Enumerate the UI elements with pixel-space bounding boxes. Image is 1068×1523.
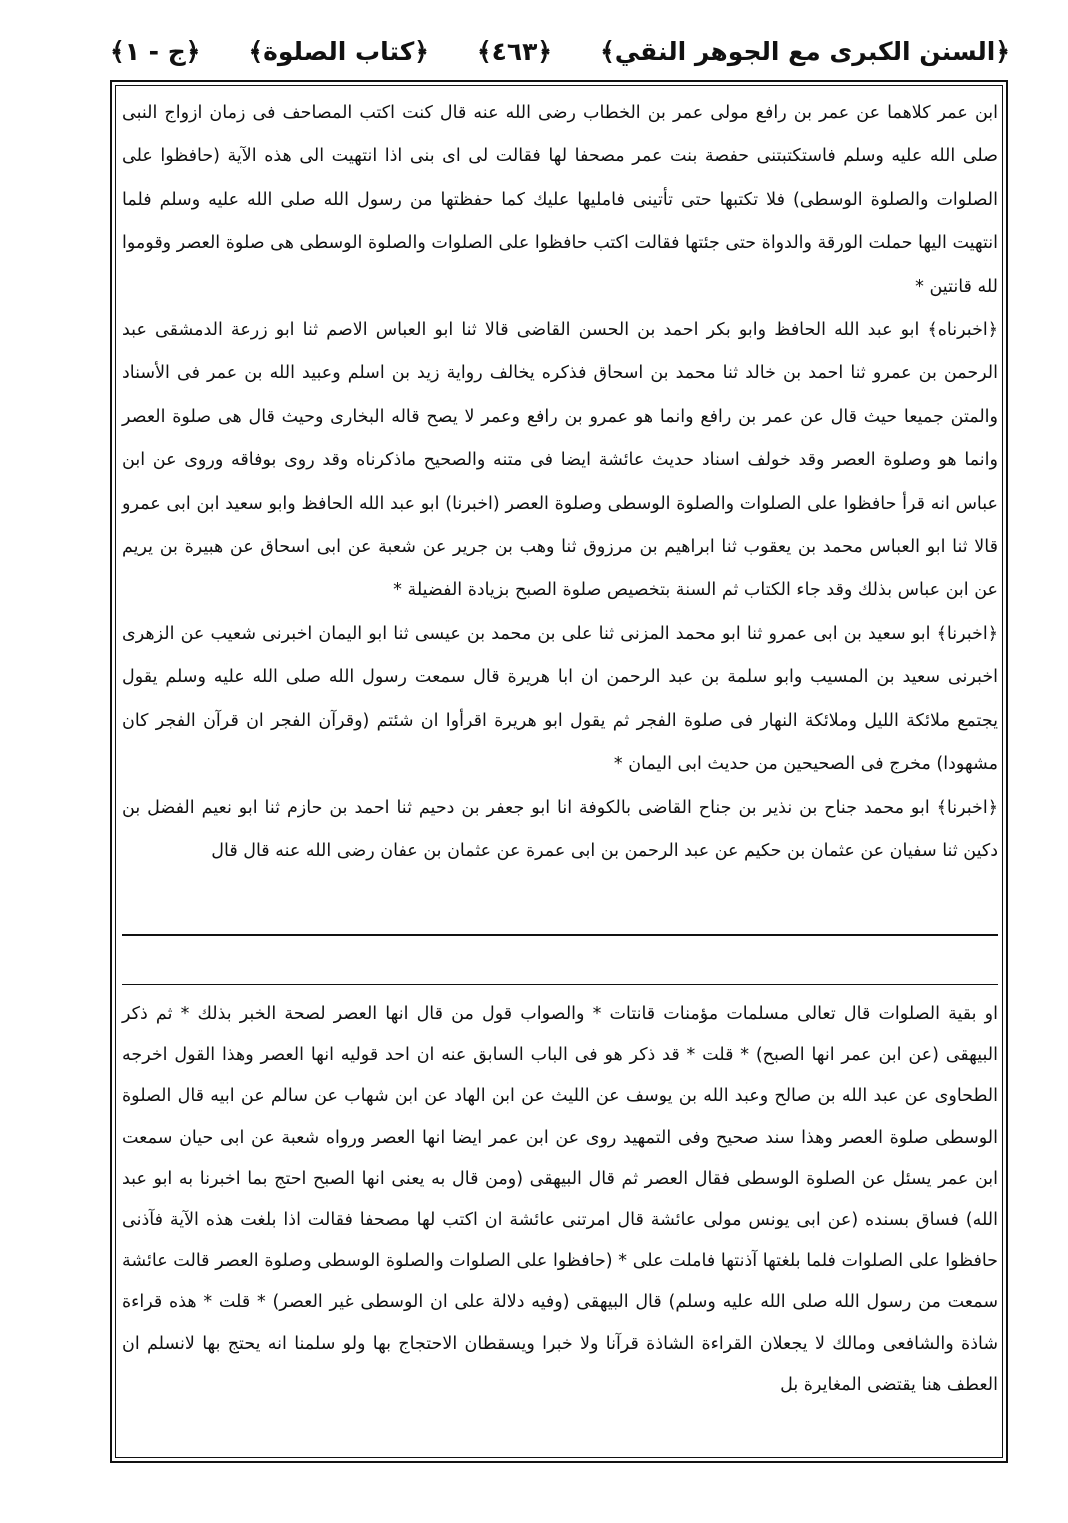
footnote-text [122, 994, 998, 1406]
footnote-divider [122, 984, 998, 985]
main-text [122, 92, 998, 873]
chapter-title: ﴿كتاب الصلوة﴾ [248, 36, 429, 66]
main-paragraph-2: ﴿اخبرناه﴾ ابو عبد الله الحافظ وابو بكر احمد بن الحسن القاضى قالا ثنا ابو العباس الاصم ثنا ابو زرعة الدمشقى عبد الرحمن بن عمرو ثنا احمد بن خالد ثنا محمد بن اسحاق فذكره يخالف رواية زيد بن اسلم وعبيد الله بن عمر فى الأسناد والمتن جميعا حيث قال عن عمر بن رافع وانما هو عمرو بن رافع وعمر لا يصح قاله البخارى وحيث قال هى صلوة العصر وانما هو وصلوة العصر وقد خولف اسناد حديث عائشة ايضا فى متنه والصحيح ماذكرناه وقد روى بوفاقه وروى عن ابن عباس انه قرأ حافظوا على الصلوات والصلوة الوسطى وصلوة العصر (اخبرنا) ابو عبد الله الحافظ وابو سعيد ابن ابى عمرو قالا ثنا ابو العباس محمد بن يعقوب ثنا ابراهيم بن مرزوق ثنا وهب بن جرير عن شعبة عن ابى اسحاق عن هبيرة بن يريم عن ابن عباس بذلك وقد جاء الكتاب ثم السنة بتخصيص صلوة الصبح بزيادة الفضيلة * [122, 320, 998, 601]
book-title: ﴿السنن الكبرى مع الجوهر النقي﴾ [600, 36, 1010, 66]
page-number: ﴿٤٦٣﴾ [476, 36, 553, 66]
main-paragraph-4: ﴿اخبرنا﴾ ابو محمد جناح بن نذير بن جناح القاضى بالكوفة انا ابو جعفر بن دحيم ثنا احمد بن حازم ثنا ابو نعيم الفضل بن دكين ثنا سفيان عن عثمان بن حكيم عن عبد الرحمن بن ابى عمرة عن عثمان بن عفان رضى الله عنه قال قال [122, 797, 998, 861]
main-paragraph-1: ابن عمر كلاهما عن عمر بن رافع مولى عمر بن الخطاب رضى الله عنه قال كنت اكتب المصاحف فى زمان ازواج النبى صلى الله عليه وسلم فاستكتبتنى حفصة بنت عمر مصحفا لها فقالت لى اى بنى اذا انتهيت الى هذه الآية (حافظوا على الصلوات والصلوة الوسطى) فلا تكتبها حتى تأتينى فامليها عليك كما حفظتها من رسول الله صلى الله عليه وسلم فلما انتهيت اليها حملت الورقة والدواة حتى جئتها فقالت اكتب حافظوا على الصلوات والصلوة الوسطى هى صلوة العصر وقوموا لله قانتين * [122, 103, 998, 297]
volume-label: ﴿ج - ١﴾ [110, 36, 201, 66]
divider-line [122, 934, 998, 936]
main-paragraph-3: ﴿اخبرنا﴾ ابو سعيد بن ابى عمرو ثنا ابو محمد المزنى ثنا على بن محمد بن عيسى ثنا ابو اليمان اخبرنى شعيب عن الزهرى اخبرنى سعيد بن المسيب وابو سلمة بن عبد الرحمن ان ابا هريرة قال سمعت رسول الله صلى الله عليه وسلم يقول يجتمع ملائكة الليل وملائكة النهار فى صلوة الفجر ثم يقول ابو هريرة اقرأوا ان شئتم (وقرآن الفجر ان قرآن الفجر كان مشهودا) مخرج فى الصحيحين من حديث ابى اليمان * [122, 623, 998, 775]
page-header [110, 28, 1010, 74]
footnote-paragraph: او بقية الصلوات قال تعالى مسلمات مؤمنات قانتات * والصواب قول من قال انها العصر لصحة الخبر بذلك * ثم ذكر البيهقى (عن ابن عمر انها الصبح) * قلت * قد ذكر هو فى الباب السابق عنه ان احد قوليه انها العصر وهذا القول اخرجه الطحاوى عن عبد الله بن صالح وعبد الله بن يوسف عن الليث عن ابن الهاد عن ابن شهاب عن سالم عن ابيه قال الصلوة الوسطى صلوة العصر وهذا سند صحيح وفى التمهيد روى عن ابن عمر ايضا انها العصر ورواه شعبة عن ابى حيان سمعت ابن عمر يسئل عن الصلوة الوسطى فقال العصر ثم قال البيهقى (ومن قال به يعنى انها الصبح احتج بما اخبرنا به ابو عبد الله) فساق بسنده (عن ابى يونس مولى عائشة قال امرتنى عائشة ان اكتب لها مصحفا فقالت اذا بلغت هذه الآية فآذنى حافظوا على الصلوات فلما بلغتها آذنتها فاملت على * (حافظوا على الصلوات والصلوة الوسطى وصلوة العصر قالت عائشة سمعت من رسول الله صلى الله عليه وسلم) قال البيهقى (وفيه دلالة على ان الوسطى غير العصر) * قلت * هذه قراءة شاذة والشافعى ومالك لا يجعلان القراءة الشاذة قرآنا ولا خبرا ويسقطان الاحتجاج بها ولو سلمنا انه يحتج بها لانسلم ان العطف هنا يقتضى المغايرة بل [122, 1004, 998, 1395]
